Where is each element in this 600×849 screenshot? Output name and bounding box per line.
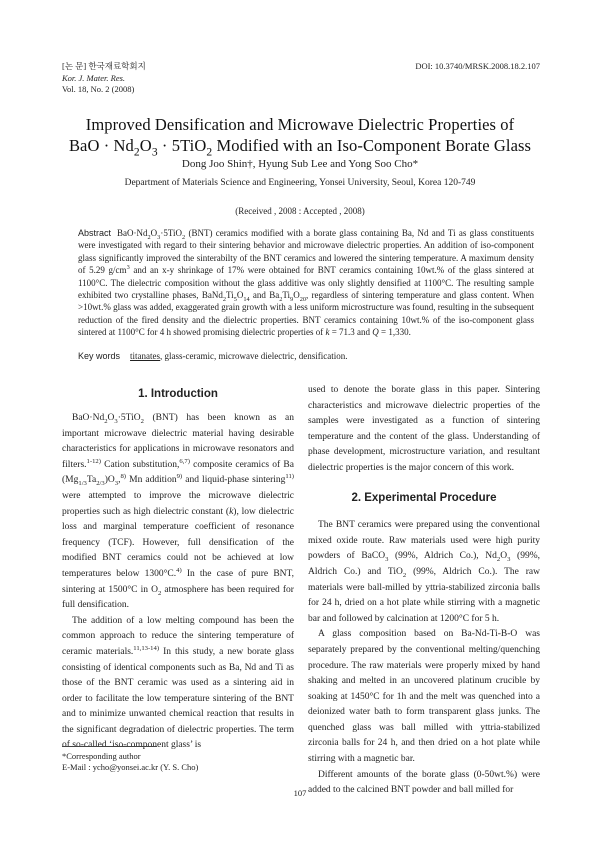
footnote <box>62 746 294 773</box>
experimental-paragraph-1: The BNT ceramics were prepared using the conventional mixed oxide route. Raw materials used were high purity powders of BaCO$_3$ (99%, Aldrich Co.), $Nd_2O_3$ (99%, Aldrich Co.) and TiO$_2$ (99%, Aldrich Co.). The raw materials were ball-milled by yttria-stabilized zirconia balls for 24 h, dried on a hot plate while stirring with a magnetic bar and followed by calcination at 1200°C for 5 h. <box>308 520 540 624</box>
title-line-1: Improved Densification and Microwave Dielectric Properties of <box>85 115 515 134</box>
intro-paragraph-2: The addition of a low melting compound has been the common approach to reduce the sintering temperature of ceramic materials.$^{11,13-14)}$ In this study, a new borate glass consisting of identical components such as Ba, Nd and Ti as those of the BNT ceramic was used as a sintering aid in order to facilitate the low temperature sintering of the BNT and to minimize unwanted chemical reaction that results in the significant degradation of dielectric properties. The term of so-called ‘iso-component glass’ is <box>62 615 294 751</box>
keywords <box>78 351 534 361</box>
doi: DOI: 10.3740/MRSK.2008.18.2.107 <box>415 61 540 71</box>
footnote-email: E-Mail : ycho@yonsei.ac.kr (Y. S. Cho) <box>62 762 199 772</box>
volume-info: Vol. 18, No. 2 (2008) <box>62 84 135 94</box>
keywords-label: Key words <box>78 351 121 361</box>
received-dates: (Received , 2008 : Accepted , 2008) <box>235 206 365 216</box>
page-number: 107 <box>293 788 307 798</box>
journal-korean-name: [논 문] 한국재료학회지 <box>62 61 146 71</box>
keywords-rest: , glass-ceramic, microwave dielectric, densification. <box>160 351 348 361</box>
authors: Dong Joo Shin†, Hyung Sub Lee and Yong Soo Cho* <box>181 158 419 170</box>
abstract-label: Abstract <box>78 228 112 238</box>
left-column <box>62 383 294 754</box>
footnote-corresponding-author: *Corresponding author <box>62 751 141 761</box>
journal-header <box>62 61 146 96</box>
abstract-text: $BaO\cdot Nd_2O_3\cdot 5TiO_2$ (BNT) ceramics modified with a borate glass containing Ba, Nd and Ti as glass constituents were investigated with regard to their sintering behavior and microwave dielectric properties. An addition of iso-component glass significantly improved the sinterabilty of the BNT ceramics and lowered the sintering temperature. A maximum density of 5.29 $g/cm^3$ and an x-y shrinkage of 17% were obtained for BNT ceramics containing 10wt.% of the glass sintered at 1100°C. The dielectric composition without the glass additive was only slightly densified at 1100°C. The resulting sample exhibited two crystalline phases, $BaNd_2Ti_5O_{14}$ and $Ba_2Ti_9O_{20}$, regardless of sintering temperature and glass content. When >10wt.% glass was added, exaggerated grain growth with a less uniform microstructure was found, resulting in the subsequent reduction of the fired density and the dielectric properties. BNT ceramics containing 10wt.% of the iso-component glass sintered at 1100°C for 4 h showed promising dielectric properties of k = 71.3 and Q = 1,330. <box>78 228 535 338</box>
title-line-2: BaO · $Nd_2O_3 \cdot 5TiO_2$ Modified with an Iso-Component Borate Glass <box>68 136 532 159</box>
footnote-rule <box>62 746 157 747</box>
paper-title <box>40 114 560 159</box>
abstract <box>78 227 534 339</box>
keyword-titanates: titanates <box>130 351 161 361</box>
affiliation: Department of Materials Science and Engineering, Yonsei University, Seoul, Korea 120-749 <box>124 178 476 188</box>
journal-english-name: Kor. J. Mater. Res. <box>62 72 126 83</box>
experimental-paragraph-2: A glass composition based on Ba-Nd-Ti-B-O was separately prepared by the conventional melting/quenching procedure. The raw materials were properly mixed by hand shaking and melted in an uncovered platinum crucible by soaking at 1450°C for 1h and the melt was quenched into a deionized water bath to form transparent glass junks. The quenched glass was ball milled with yttria-stabilized zirconia balls for 24 h, and then dried on a hot plate while stirring with a magnetic bar. <box>308 629 540 765</box>
intro-paragraph-3: used to denote the borate glass in this paper. Sintering characteristics and microwave dielectric properties of the samples were investigated as a function of sintering temperature and the content of the glass. Understanding of phase development, microstructure variation, and resultant dielectric properties is the major concern of this work. <box>308 385 540 473</box>
experimental-paragraph-3: Different amounts of the borate glass (0-50wt.%) were added to the calcined BNT powder and ball milled for <box>308 769 540 796</box>
section-title-experimental: 2. Experimental Procedure <box>351 491 497 504</box>
intro-paragraph-1: $BaO\cdot Nd_2O_3\cdot 5TiO_2$ (BNT) has been known as an important microwave dielectric material having desirable characteristics for applications in microwave resonators and filters.$^{1-12)}$ Cation substitution,$^{6,7)}$ composite ceramics of Ba $(Mg_{1/3}Ta_{2/3})O_3,^{8)}$ Mn addition$^{9)}$ and liquid-phase sintering$^{11)}$ were attempted to improve the microwave dielectric properties such as high dielectric constant (k), low dielectric loss and marginal temperature coefficient of resonance frequency (TCF). However, full densification of the modified BNT ceramics could not be achieved at low temperatures below 1300°C.$^{4)}$ In the case of pure BNT, sintering at 1500°C in $O_2$ atmosphere has been required for full densification. <box>62 413 294 611</box>
right-column <box>308 383 540 799</box>
section-title-introduction: 1. Introduction <box>138 388 218 400</box>
